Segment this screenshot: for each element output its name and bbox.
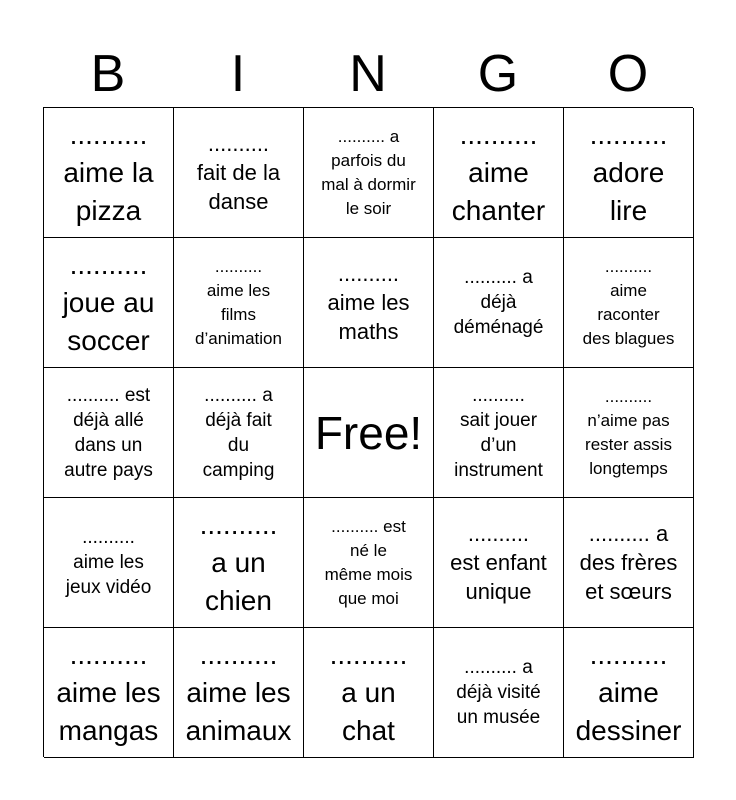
bingo-cell[interactable] <box>304 238 434 368</box>
bingo-cell[interactable] <box>44 628 174 758</box>
cell-text: .......... est né le même mois que moi <box>324 516 413 608</box>
bingo-cell[interactable] <box>44 368 174 498</box>
bingo-cell[interactable] <box>44 498 174 628</box>
cell-text: .......... est déjà allé dans un autre pays <box>64 384 153 481</box>
cell-text: .......... a un chat <box>329 638 408 746</box>
cell-text: .......... aime la pizza <box>63 118 154 226</box>
bingo-cell[interactable] <box>44 108 174 238</box>
bingo-header <box>43 40 693 108</box>
bingo-cell[interactable] <box>174 368 304 498</box>
cell-text: .......... a déjà fait du camping <box>202 384 275 481</box>
header-letter-o: O <box>607 45 649 103</box>
cell-text: .......... aime les jeux vidéo <box>65 527 152 598</box>
cell-text: .......... a des frères et sœurs <box>579 521 678 604</box>
cell-text: .......... a parfois du mal à dormir le soir <box>321 126 416 218</box>
cell-text: .......... aime chanter <box>451 118 546 226</box>
cell-text: .......... aime dessiner <box>575 638 682 746</box>
cell-text: .......... aime les animaux <box>185 638 292 746</box>
bingo-cell[interactable] <box>434 498 564 628</box>
cell-text: .......... a un chien <box>199 508 278 616</box>
bingo-cell[interactable] <box>564 628 694 758</box>
bingo-cell[interactable] <box>564 238 694 368</box>
cell-text: .......... aime les maths <box>327 261 410 344</box>
cell-text: .......... aime les mangas <box>56 638 161 746</box>
header-letter-g: G <box>477 45 519 103</box>
header-letter-b: B <box>90 45 126 103</box>
bingo-cell[interactable] <box>564 368 694 498</box>
bingo-cell[interactable] <box>434 108 564 238</box>
bingo-cell[interactable] <box>564 498 694 628</box>
cell-text: .......... aime les films d’animation <box>195 256 282 348</box>
cell-text: .......... a déjà déménagé <box>453 267 544 338</box>
bingo-cell[interactable] <box>434 238 564 368</box>
cell-text: .......... sait jouer d’un instrument <box>454 384 543 481</box>
cell-text: .......... n’aime pas rester assis longtemps <box>585 386 672 478</box>
bingo-cell[interactable] <box>174 238 304 368</box>
bingo-cell[interactable] <box>304 628 434 758</box>
cell-text: .......... joue au soccer <box>62 248 155 356</box>
bingo-cell[interactable] <box>304 108 434 238</box>
cell-text: .......... aime raconter des blagues <box>582 256 675 348</box>
bingo-cell[interactable] <box>304 498 434 628</box>
bingo-cell[interactable] <box>434 368 564 498</box>
bingo-cell[interactable] <box>174 108 304 238</box>
bingo-cell[interactable] <box>174 628 304 758</box>
free-cell[interactable] <box>304 368 434 498</box>
cell-text: .......... adore lire <box>589 118 668 226</box>
header-letter-n: N <box>349 45 387 103</box>
bingo-grid <box>43 107 693 757</box>
cell-text: Free! <box>314 406 423 459</box>
header-letter-i: I <box>230 45 246 103</box>
bingo-cell[interactable] <box>44 238 174 368</box>
bingo-cell[interactable] <box>174 498 304 628</box>
bingo-cell[interactable] <box>434 628 564 758</box>
cell-text: .......... est enfant unique <box>450 521 547 604</box>
cell-text: .......... a déjà visité un musée <box>456 657 541 728</box>
cell-text: .......... fait de la danse <box>196 131 281 214</box>
bingo-cell[interactable] <box>564 108 694 238</box>
